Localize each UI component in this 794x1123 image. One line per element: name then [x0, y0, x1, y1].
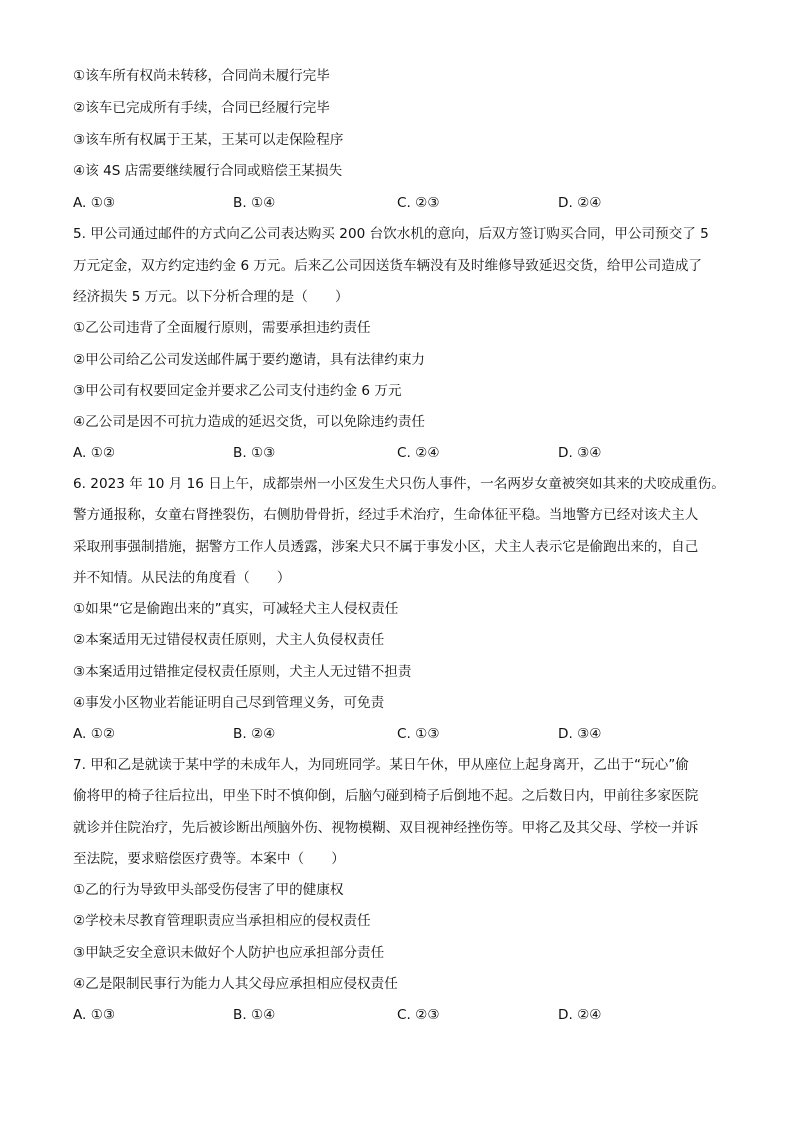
q5-stem-line-2: 万元定金，双方约定违约金 6 万元。后来乙公司因送货车辆没有及时维修导致延迟交货，给甲公司造成了 [73, 258, 703, 274]
q5-options [73, 443, 733, 463]
q5-statement-4: ④乙公司是因不可抗力造成的延迟交货，可以免除违约责任 [73, 414, 426, 430]
q7-statement-2: ②学校未尽教育管理职责应当承担相应的侵权责任 [73, 913, 371, 929]
q6-statement-4: ④事发小区物业若能证明自己尽到管理义务，可免责 [73, 695, 385, 711]
q4-option-c: C. ②③ [397, 195, 440, 211]
q5-statement-2: ②甲公司给乙公司发送邮件属于要约邀请，具有法律约束力 [73, 352, 426, 368]
q6-statement-2: ②本案适用无过错侵权责任原则，犬主人负侵权责任 [73, 632, 385, 648]
q4-options [73, 193, 733, 213]
q7-stem-line-3: 就诊并住院治疗，先后被诊断出颅脑外伤、视物模糊、双目视神经挫伤等。甲将乙及其父母、学校一并诉 [73, 820, 699, 836]
q4-statement-3: ③该车所有权属于王某，王某可以走保险程序 [73, 132, 344, 148]
q4-statement-1: ①该车所有权尚未转移，合同尚未履行完毕 [73, 68, 330, 84]
q5-statement-3: ③甲公司有权要回定金并要求乙公司支付违约金 6 万元 [73, 383, 402, 399]
q5-stem-line-1: 5. 甲公司通过邮件的方式向乙公司表达购买 200 台饮水机的意向，后双方签订购买合同，甲公司预交了 5 [73, 226, 709, 242]
q4-statement-4: ④该 4S 店需要继续履行合同或赔偿王某损失 [73, 163, 343, 179]
q6-option-d: D. ③④ [558, 726, 602, 742]
q4-option-a: A. ①③ [73, 195, 116, 211]
q4-option-d: D. ②④ [558, 195, 602, 211]
q6-options [73, 724, 733, 744]
q6-stem-line-1: 6. 2023 年 10 月 16 日上午，成都崇州一小区发生犬只伤人事件，一名两岁女童被突如其来的犬咬成重伤。 [73, 476, 725, 492]
q7-option-b: B. ①④ [233, 1007, 276, 1023]
q5-option-c: C. ②④ [397, 445, 440, 461]
q6-statement-1: ①如果“它是偷跑出来的”真实，可减轻犬主人侵权责任 [73, 601, 399, 617]
q4-option-b: B. ①④ [233, 195, 276, 211]
q6-stem-line-3: 采取刑事强制措施，据警方工作人员透露，涉案犬只不属于事发小区，犬主人表示它是偷跑出来的，自己 [73, 539, 699, 555]
q7-stem-line-2: 偷将甲的椅子往后拉出，甲坐下时不慎仰倒，后脑勺碰到椅子后倒地不起。之后数日内，甲前往多家医院 [73, 788, 699, 804]
q7-statement-3: ③甲缺乏安全意识未做好个人防护也应承担部分责任 [73, 945, 385, 961]
q7-option-a: A. ①③ [73, 1007, 116, 1023]
q5-statement-1: ①乙公司违背了全面履行原则，需要承担违约责任 [73, 320, 371, 336]
q5-stem-line-3: 经济损失 5 万元。以下分析合理的是（ ） [73, 289, 349, 305]
q7-option-c: C. ②③ [397, 1007, 440, 1023]
q7-statement-1: ①乙的行为导致甲头部受伤侵害了甲的健康权 [73, 882, 344, 898]
q4-statement-2: ②该车已完成所有手续，合同已经履行完毕 [73, 100, 330, 116]
q5-option-b: B. ①③ [233, 445, 276, 461]
q6-stem-line-2: 警方通报称，女童右肾挫裂伤，右侧肋骨骨折，经过手术治疗，生命体征平稳。当地警方已经对该犬主人 [73, 507, 699, 523]
q7-option-d: D. ②④ [558, 1007, 602, 1023]
q6-option-c: C. ①③ [397, 726, 440, 742]
q7-statement-4: ④乙是限制民事行为能力人其父母应承担相应侵权责任 [73, 976, 398, 992]
q6-option-b: B. ②④ [233, 726, 276, 742]
q6-statement-3: ③本案适用过错推定侵权责任原则，犬主人无过错不担责 [73, 664, 412, 680]
q7-stem-line-4: 至法院，要求赔偿医疗费等。本案中（ ） [73, 851, 345, 867]
q5-option-a: A. ①② [73, 445, 116, 461]
q7-options [73, 1005, 733, 1025]
q6-option-a: A. ①② [73, 726, 116, 742]
q6-stem-line-4: 并不知情。从民法的角度看（ ） [73, 570, 291, 586]
q5-option-d: D. ③④ [558, 445, 602, 461]
q7-stem-line-1: 7. 甲和乙是就读于某中学的未成年人，为同班同学。某日午休，甲从座位上起身离开，乙出于“玩心”偷 [73, 757, 689, 773]
